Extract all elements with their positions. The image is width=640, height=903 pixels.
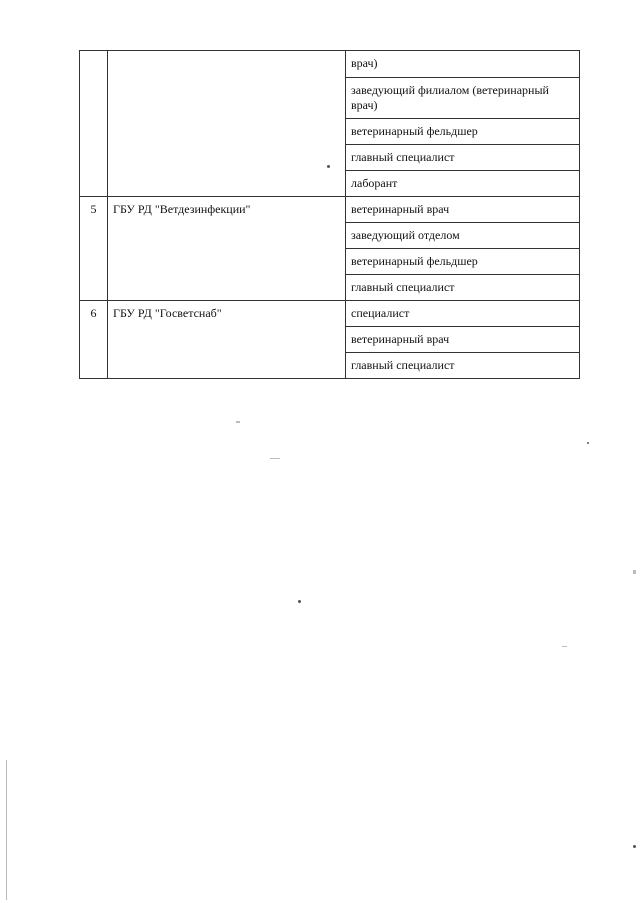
row-number-cell: 6 [80,301,108,379]
scan-speck [587,442,589,444]
position-cell: заведующий отделом [346,223,580,249]
scan-speck [633,570,636,574]
position-cell: ветеринарный врач [346,327,580,353]
scan-speck [633,845,636,848]
table-row [80,197,580,223]
row-number-cell [80,51,108,197]
scan-edge-line [6,760,7,900]
position-cell: специалист [346,301,580,327]
scan-speck [270,458,280,459]
row-number-cell: 5 [80,197,108,301]
position-cell: главный специалист [346,145,580,171]
scan-speck [298,600,301,603]
position-cell: ветеринарный фельдшер [346,119,580,145]
positions-table [79,50,580,379]
position-cell: ветеринарный врач [346,197,580,223]
scan-speck [562,646,567,647]
organization-cell: ГБУ РД "Госветснаб" [108,301,346,379]
position-cell: заведующий филиалом (ветеринарный врач) [346,78,580,119]
position-cell: главный специалист [346,353,580,379]
table-row [80,51,580,78]
scan-speck [327,165,330,168]
position-cell: ветеринарный фельдшер [346,249,580,275]
scan-speck [236,421,240,423]
organization-cell [108,51,346,197]
position-cell: главный специалист [346,275,580,301]
position-cell: врач) [346,51,580,78]
table-row [80,301,580,327]
position-cell: лаборант [346,171,580,197]
organization-cell: ГБУ РД "Ветдезинфекции" [108,197,346,301]
